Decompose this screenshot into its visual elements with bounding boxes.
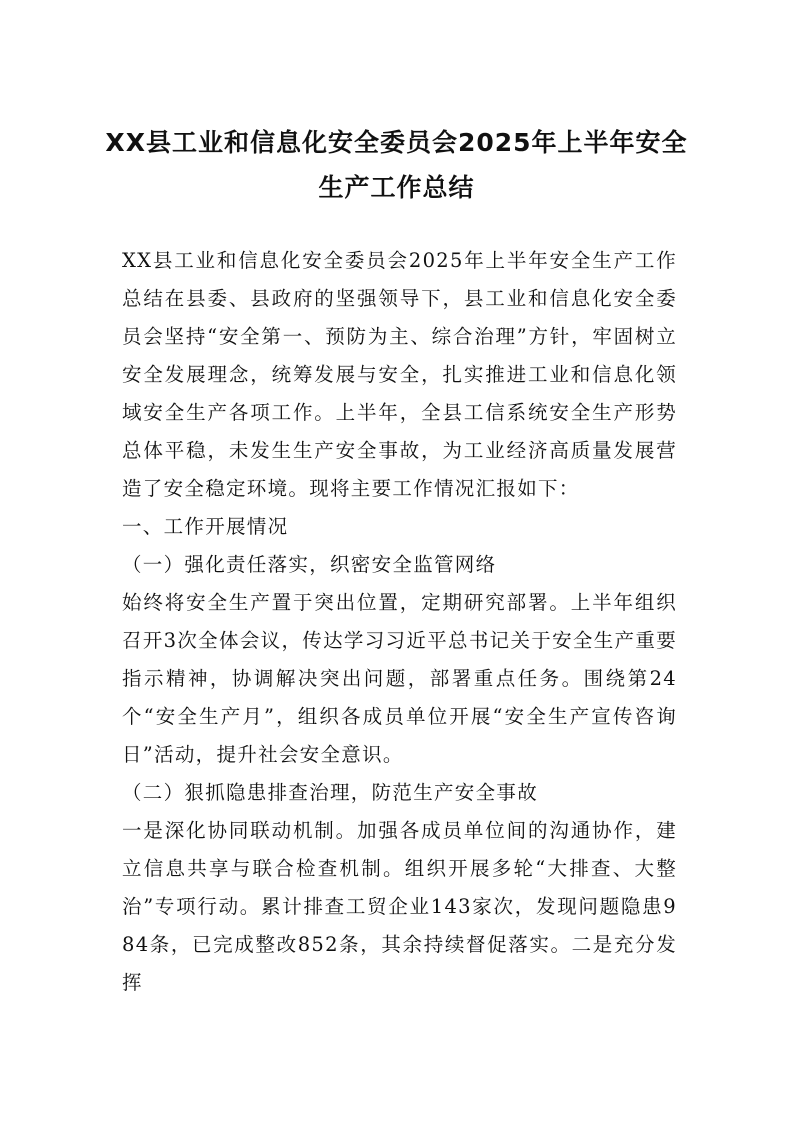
subsection-paragraph-1: 始终将安全生产置于突出位置，定期研究部署。上半年组织召开3次全体会议，传达学习习近平总书记关于安全生产重要指示精神，协调解决突出问题，部署重点任务。围绕第24个“安全生产月”，组织各成员单位开展“安全生产宣传咨询日”活动，提升社会安全意识。	[122, 591, 677, 766]
intro-paragraph: XX县工业和信息化安全委员会2025年上半年安全生产工作总结在县委、县政府的坚强领导下，县工业和信息化安全委员会坚持“安全第一、预防为主、综合治理”方针，牢固树立安全发展理念，统筹发展与安全，扎实推进工业和信息化领域安全生产各项工作。上半年，全县工信系统安全生产形势总体平稳，未发生生产安全事故，为工业经济高质量发展营造了安全稳定环境。现将主要工作情况汇报如下：	[122, 249, 677, 500]
section-heading-1: 一、工作开展情况	[122, 515, 289, 538]
subsection-paragraph-2: 一是深化协同联动机制。加强各成员单位间的沟通协作，建立信息共享与联合检查机制。组织开展多轮“大排查、大整治”专项行动。累计排查工贸企业143家次，发现问题隐患984条，已完成整改852条，其余持续督促落实。二是充分发挥	[122, 819, 677, 994]
subsection-heading-1: （一）强化责任落实，织密安全监管网络	[122, 553, 497, 576]
subsection-heading-2: （二）狠抓隐患排查治理，防范生产安全事故	[122, 781, 539, 804]
document-body	[122, 242, 677, 1002]
document-title: XX县工业和信息化安全委员会2025年上半年安全生产工作总结	[105, 128, 688, 202]
